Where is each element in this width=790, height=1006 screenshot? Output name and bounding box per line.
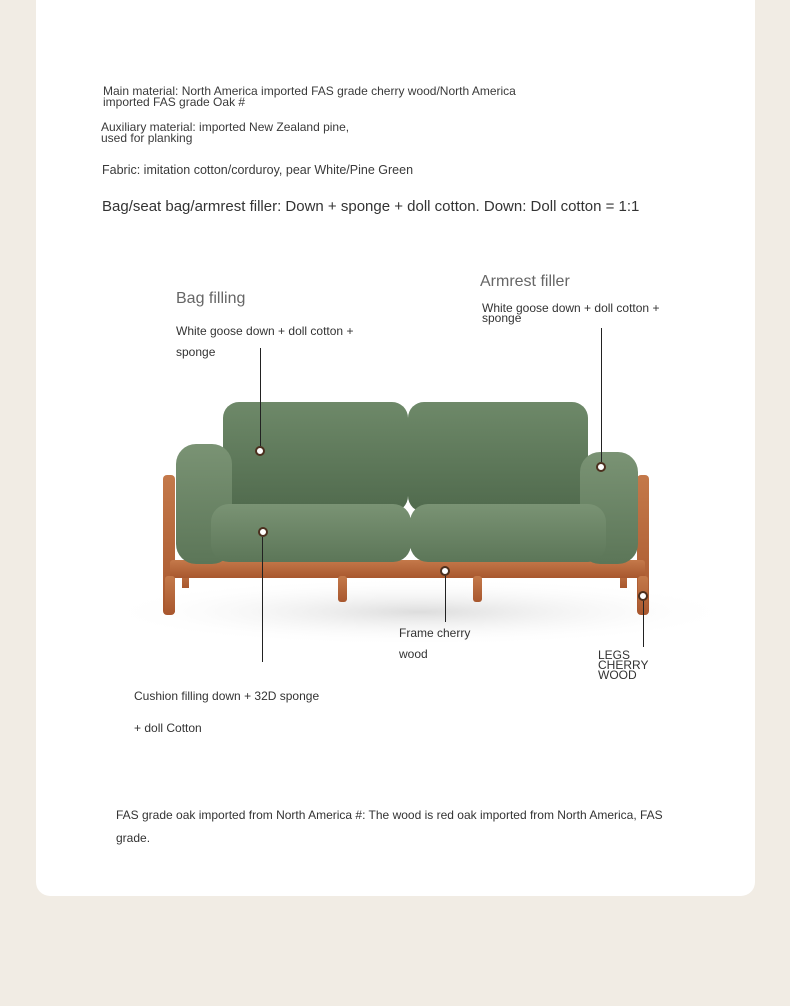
callout-armrest-dot: [596, 462, 606, 472]
callout-armrest-desc: [482, 303, 659, 323]
footer-note: [116, 804, 663, 850]
callout-frame-line2: wood: [399, 647, 428, 661]
callout-cushion-line: [262, 537, 263, 662]
callout-legs-line2: CHERRY: [598, 658, 649, 672]
spec-fabric: Fabric: imitation cotton/corduroy, pear White/Pine Green: [102, 163, 414, 177]
spec-main-material: [103, 86, 516, 108]
spec-filler: Bag/seat bag/armrest filler: Down + sponge + doll cotton. Down: Doll cotton = 1:1: [102, 198, 640, 215]
callout-bag-title: Bag filling: [176, 290, 246, 307]
callout-legs-line1: LEGS: [598, 648, 631, 662]
seat-cushion-left: [211, 504, 411, 562]
callout-frame-dot: [440, 566, 450, 576]
callout-armrest-line2: sponge: [482, 311, 522, 325]
callout-legs-desc: [598, 650, 648, 680]
callout-cushion-desc: [134, 680, 319, 744]
callout-frame-desc: [399, 623, 470, 665]
front-leg-2: [338, 576, 347, 602]
front-leg-1: [165, 576, 175, 614]
footer-note-line2: grade.: [116, 831, 151, 845]
callout-frame-line: [445, 576, 446, 622]
callout-bag-dot: [255, 446, 265, 456]
callout-frame-line1: Frame cherry: [399, 626, 471, 640]
callout-cushion-line2: + doll Cotton: [134, 721, 202, 735]
callout-bag-line: [260, 348, 261, 446]
spec-main-material-line1: Main material: North America imported FAS grade cherry wood/North America: [103, 84, 516, 98]
callout-cushion-dot: [258, 527, 268, 537]
footer-note-line1: FAS grade oak imported from North America #: The wood is red oak imported from North America, FAS: [116, 808, 663, 822]
front-leg-3: [473, 576, 482, 602]
callout-bag-line2: sponge: [176, 345, 216, 359]
callout-legs-line: [643, 601, 644, 647]
callout-armrest-title: Armrest filler: [480, 273, 570, 290]
callout-bag-line1: White goose down + doll cotton +: [176, 324, 354, 338]
spec-aux-material-line2: used for planking: [101, 131, 193, 145]
callout-legs-dot: [638, 591, 648, 601]
back-cushion-right: [408, 402, 588, 512]
spec-aux-material: [101, 122, 349, 144]
seat-frame: [170, 560, 645, 578]
back-cushion-left: [223, 402, 408, 512]
spec-main-material-line2: imported FAS grade Oak #: [103, 95, 246, 109]
seat-cushion-right: [410, 504, 606, 562]
sofa-illustration: [100, 380, 740, 650]
callout-cushion-line1: Cushion filling down + 32D sponge: [134, 689, 320, 703]
callout-bag-desc: [176, 321, 353, 363]
callout-armrest-line1: White goose down + doll cotton +: [482, 301, 660, 315]
callout-armrest-line: [601, 328, 602, 462]
callout-legs-line3: WOOD: [598, 668, 637, 682]
spec-aux-material-line1: Auxiliary material: imported New Zealand pine,: [101, 120, 350, 134]
